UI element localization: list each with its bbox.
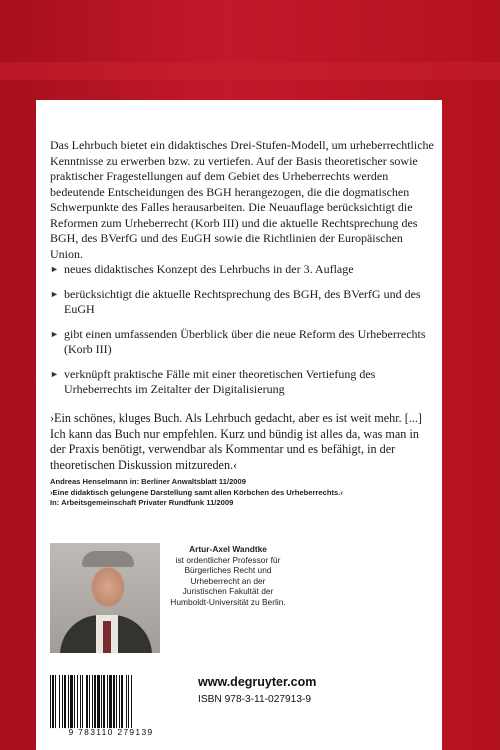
bullet-arrow-icon: ►: [50, 328, 59, 339]
author-bio: [168, 544, 288, 608]
bullet-arrow-icon: ►: [50, 368, 59, 379]
barcode-digits: 9 783110 279139: [68, 727, 154, 737]
author-photo: [50, 543, 160, 653]
author-name: Artur-Axel Wandtke: [189, 544, 267, 554]
feature-text: neues didaktisches Konzept des Lehrbuchs in der 3. Auflage: [64, 262, 354, 276]
publisher-website: www.degruyter.com: [198, 675, 317, 689]
feature-list: [50, 262, 436, 407]
cover-stripe: [0, 62, 500, 80]
feature-text: berücksichtigt die aktuelle Rechtsprechung des BGH, des BVerfG und des EuGH: [64, 286, 421, 316]
feature-item: [50, 287, 436, 318]
bullet-arrow-icon: ►: [50, 288, 59, 299]
feature-item: [50, 367, 436, 398]
isbn: ISBN 978-3-11-027913-9: [198, 694, 312, 705]
feature-item: [50, 327, 436, 358]
author-description: ist ordentlicher Professor für Bürgerliches Recht und Urheberrecht an der Juristischen Fakultät der Humboldt-Universität zu Berlin.: [170, 554, 286, 607]
review-quote: ›Ein schönes, kluges Buch. Als Lehrbuch gedacht, aber es ist weit mehr. [...] Ich kann das Buch nur empfehlen. Kurz und bündig ist alles da, was man in der Praxis benötigt, verwendbar als Kommentar und es befähigt, in der theoretischen Diskussion mitzureden.‹: [50, 411, 422, 472]
feature-text: verknüpft praktische Fälle mit einer theoretischen Vertiefung des Urheberrechts im Zeitalter der Digitalisierung: [64, 366, 376, 396]
review-source-line: Andreas Henselmann in: Berliner Anwaltsblatt 11/2009: [50, 477, 246, 486]
barcode: [48, 675, 174, 735]
back-cover-panel: [36, 100, 442, 750]
blurb-paragraph: Das Lehrbuch bietet ein didaktisches Drei-Stufen-Modell, um urheberrechtliche Kenntnisse zu erwerben bzw. zu vertiefen. Auf der Basis theoretischer sowie praktischer Fragestellungen auf dem Gebiet des Urheberrechts werden bedeutende Entscheidungen des BGH herangezogen, die die dogmatischen Schwerpunkte des Falles herausarbeiten. Die Neuauflage berücksichtigt die Reformen zum Urheberrecht (Korb III) und die aktuelle Rechtsprechung des BGH, des BVerfG und des EuGH sowie die Richtlinien der Europäischen Union.: [50, 138, 434, 261]
review-source-line: ›Eine didaktisch gelungene Darstellung samt allen Körbchen des Urheberrechts.‹: [50, 487, 343, 497]
bullet-arrow-icon: ►: [50, 264, 59, 274]
review-sources: [50, 477, 436, 509]
review-source-line: In: Arbeitsgemeinschaft Privater Rundfunk 11/2009: [50, 498, 234, 507]
feature-text: gibt einen umfassenden Überblick über die neue Reform des Urheberrechts (Korb III): [64, 326, 426, 356]
feature-item: [50, 262, 436, 278]
